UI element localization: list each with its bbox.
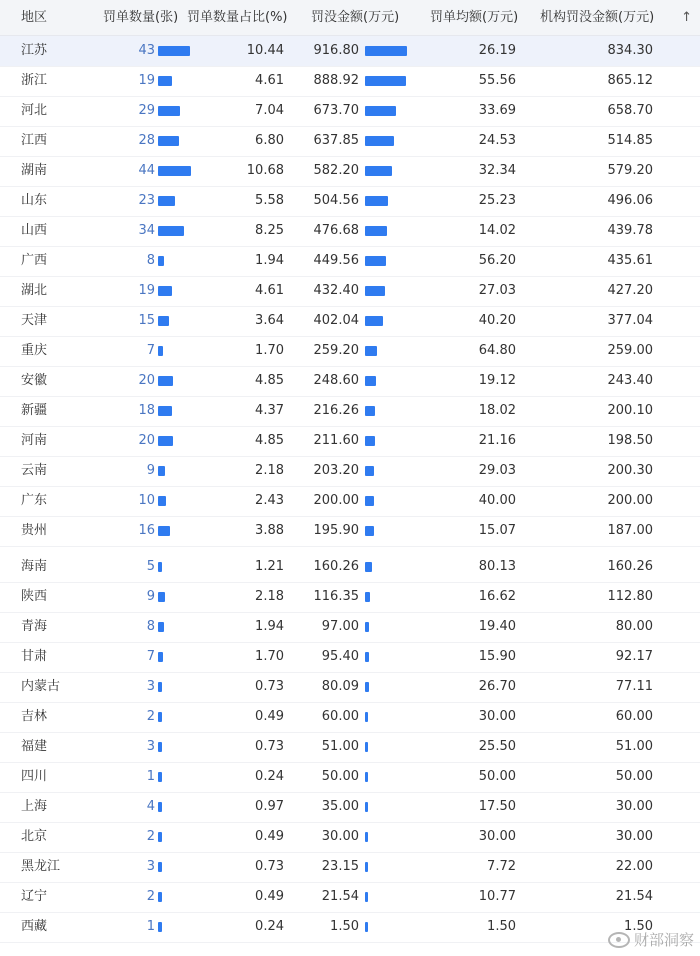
cell-avg: 26.19	[478, 43, 516, 58]
cell-count: 18	[138, 403, 155, 418]
cell-count: 19	[138, 73, 155, 88]
header-avg[interactable]: 罚单均额(万元)	[430, 10, 519, 25]
cell-count: 43	[138, 43, 155, 58]
amount-bar	[365, 526, 374, 536]
cell-region: 安徽	[21, 373, 48, 388]
cell-ratio: 4.37	[255, 403, 284, 418]
cell-avg: 27.03	[478, 283, 516, 298]
cell-org: 377.04	[607, 313, 653, 328]
amount-bar	[365, 652, 369, 662]
cell-count: 7	[146, 343, 155, 358]
cell-region: 西藏	[21, 919, 48, 934]
table-row[interactable]	[0, 426, 700, 457]
count-bar	[158, 226, 184, 236]
cell-ratio: 0.49	[255, 829, 284, 844]
cell-amount: 916.80	[313, 43, 359, 58]
amount-bar	[365, 436, 375, 446]
table-row[interactable]	[0, 126, 700, 157]
cell-count: 4	[146, 799, 155, 814]
cell-region: 辽宁	[21, 889, 48, 904]
amount-bar	[365, 46, 407, 56]
cell-avg: 30.00	[478, 709, 516, 724]
cell-count: 1	[146, 919, 155, 934]
cell-count: 15	[138, 313, 155, 328]
cell-avg: 25.23	[478, 193, 516, 208]
cell-amount: 449.56	[313, 253, 359, 268]
amount-bar	[365, 346, 377, 356]
cell-region: 江苏	[21, 43, 48, 58]
amount-bar	[365, 892, 368, 902]
cell-region: 新疆	[21, 403, 48, 418]
count-bar	[158, 406, 172, 416]
table-row[interactable]	[0, 912, 700, 943]
count-bar	[158, 316, 169, 326]
amount-bar	[365, 76, 406, 86]
table-row[interactable]	[0, 216, 700, 247]
cell-org: 92.17	[615, 649, 653, 664]
cell-ratio: 0.49	[255, 709, 284, 724]
amount-bar	[365, 136, 394, 146]
cell-amount: 30.00	[321, 829, 359, 844]
cell-count: 8	[146, 253, 155, 268]
table-row[interactable]	[0, 762, 700, 793]
amount-bar	[365, 496, 374, 506]
cell-avg: 25.50	[478, 739, 516, 754]
amount-bar	[365, 466, 374, 476]
cell-org: 200.30	[607, 463, 653, 478]
cell-region: 湖北	[21, 283, 48, 298]
cell-region: 福建	[21, 739, 48, 754]
cell-org: 200.10	[607, 403, 653, 418]
amount-bar	[365, 622, 369, 632]
cell-amount: 21.54	[321, 889, 359, 904]
cell-org: 50.00	[615, 769, 653, 784]
amount-bar	[365, 862, 368, 872]
count-bar	[158, 562, 162, 572]
cell-org: 187.00	[607, 523, 653, 538]
cell-amount: 60.00	[321, 709, 359, 724]
count-bar	[158, 76, 172, 86]
cell-avg: 50.00	[478, 769, 516, 784]
cell-org: 496.06	[607, 193, 653, 208]
table-row[interactable]	[0, 396, 700, 427]
cell-region: 山东	[21, 193, 48, 208]
amount-bar	[365, 406, 375, 416]
cell-count: 28	[138, 133, 155, 148]
count-bar	[158, 832, 162, 842]
amount-bar	[365, 562, 372, 572]
cell-avg: 56.20	[478, 253, 516, 268]
cell-amount: 80.09	[321, 679, 359, 694]
cell-org: 834.30	[607, 43, 653, 58]
cell-count: 20	[138, 373, 155, 388]
count-bar	[158, 166, 191, 176]
table-row[interactable]	[0, 852, 700, 883]
cell-avg: 26.70	[478, 679, 516, 694]
cell-org: 435.61	[607, 253, 653, 268]
cell-region: 江西	[21, 133, 48, 148]
cell-ratio: 6.80	[255, 133, 284, 148]
header-count[interactable]: 罚单数量(张)	[103, 10, 179, 25]
cell-avg: 64.80	[478, 343, 516, 358]
cell-region: 重庆	[21, 343, 48, 358]
amount-bar	[365, 922, 368, 932]
count-bar	[158, 682, 162, 692]
cell-org: 160.26	[607, 559, 653, 574]
cell-avg: 1.50	[487, 919, 516, 934]
header-amount[interactable]: 罚没金额(万元)	[311, 10, 400, 25]
count-bar	[158, 346, 163, 356]
table-row[interactable]	[0, 156, 700, 187]
amount-bar	[365, 166, 392, 176]
cell-count: 2	[146, 889, 155, 904]
cell-org: 60.00	[615, 709, 653, 724]
cell-amount: 116.35	[313, 589, 359, 604]
amount-bar	[365, 376, 376, 386]
cell-amount: 95.40	[321, 649, 359, 664]
count-bar	[158, 802, 162, 812]
count-bar	[158, 592, 165, 602]
cell-avg: 7.72	[487, 859, 516, 874]
count-bar	[158, 376, 173, 386]
table-row[interactable]	[0, 96, 700, 127]
amount-bar	[365, 106, 396, 116]
cell-count: 19	[138, 283, 155, 298]
cell-ratio: 1.21	[255, 559, 284, 574]
cell-org: 112.80	[607, 589, 653, 604]
cell-avg: 14.02	[478, 223, 516, 238]
table-row[interactable]	[0, 822, 700, 853]
cell-amount: 160.26	[313, 559, 359, 574]
table-row[interactable]	[0, 672, 700, 703]
count-bar	[158, 256, 164, 266]
table-row[interactable]	[0, 336, 700, 367]
cell-org: 77.11	[615, 679, 653, 694]
cell-amount: 195.90	[313, 523, 359, 538]
cell-count: 2	[146, 829, 155, 844]
amount-bar	[365, 316, 383, 326]
cell-amount: 216.26	[313, 403, 359, 418]
table-row[interactable]	[0, 246, 700, 277]
table-row[interactable]	[0, 612, 700, 643]
table-header	[0, 0, 700, 36]
table-row[interactable]	[0, 702, 700, 733]
amount-bar	[365, 592, 370, 602]
cell-amount: 50.00	[321, 769, 359, 784]
cell-count: 5	[146, 559, 155, 574]
cell-org: 200.00	[607, 493, 653, 508]
cell-avg: 17.50	[478, 799, 516, 814]
cell-org: 51.00	[615, 739, 653, 754]
cell-count: 2	[146, 709, 155, 724]
cell-amount: 582.20	[313, 163, 359, 178]
cell-org: 259.00	[607, 343, 653, 358]
cell-count: 34	[138, 223, 155, 238]
cell-org: 579.20	[607, 163, 653, 178]
cell-region: 陕西	[21, 589, 48, 604]
cell-ratio: 1.94	[255, 619, 284, 634]
amount-bar	[365, 772, 368, 782]
cell-avg: 15.90	[478, 649, 516, 664]
cell-amount: 1.50	[330, 919, 359, 934]
table-row[interactable]	[0, 552, 700, 583]
watermark	[608, 929, 694, 950]
table-row[interactable]	[0, 36, 700, 67]
cell-region: 天津	[21, 313, 48, 328]
cell-region: 北京	[21, 829, 48, 844]
count-bar	[158, 862, 162, 872]
cell-ratio: 4.61	[255, 283, 284, 298]
cell-ratio: 1.70	[255, 343, 284, 358]
cell-avg: 10.77	[478, 889, 516, 904]
amount-bar	[365, 832, 368, 842]
cell-ratio: 4.85	[255, 373, 284, 388]
cell-ratio: 10.68	[246, 163, 284, 178]
cell-count: 8	[146, 619, 155, 634]
cell-avg: 16.62	[478, 589, 516, 604]
cell-org: 80.00	[615, 619, 653, 634]
cell-ratio: 0.73	[255, 679, 284, 694]
cell-amount: 23.15	[321, 859, 359, 874]
cell-count: 44	[138, 163, 155, 178]
cell-region: 湖南	[21, 163, 48, 178]
cell-ratio: 0.24	[255, 919, 284, 934]
amount-bar	[365, 742, 368, 752]
header-ratio[interactable]: 罚单数量占比(%)	[187, 10, 288, 25]
cell-ratio: 4.85	[255, 433, 284, 448]
cell-amount: 259.20	[313, 343, 359, 358]
cell-avg: 30.00	[478, 829, 516, 844]
cell-org: 198.50	[607, 433, 653, 448]
cell-count: 23	[138, 193, 155, 208]
cell-org: 1.50	[624, 919, 653, 934]
cell-avg: 18.02	[478, 403, 516, 418]
table-row[interactable]	[0, 516, 700, 547]
table-row[interactable]	[0, 66, 700, 97]
count-bar	[158, 46, 190, 56]
cell-ratio: 1.70	[255, 649, 284, 664]
cell-avg: 40.00	[478, 493, 516, 508]
cell-org: 22.00	[615, 859, 653, 874]
cell-avg: 19.12	[478, 373, 516, 388]
count-bar	[158, 466, 165, 476]
cell-avg: 15.07	[478, 523, 516, 538]
cell-region: 上海	[21, 799, 48, 814]
watermark-text: 财部洞察	[633, 931, 694, 949]
cell-org: 243.40	[607, 373, 653, 388]
cell-ratio: 10.44	[246, 43, 284, 58]
cell-region: 浙江	[21, 73, 48, 88]
cell-count: 16	[138, 523, 155, 538]
header-org-amount[interactable]: 机构罚没金额(万元)	[540, 10, 655, 25]
cell-org: 30.00	[615, 799, 653, 814]
cell-region: 河南	[21, 433, 48, 448]
cell-amount: 211.60	[313, 433, 359, 448]
cell-region: 青海	[21, 619, 48, 634]
cell-region: 广东	[21, 493, 48, 508]
cell-ratio: 5.58	[255, 193, 284, 208]
cell-org: 21.54	[615, 889, 653, 904]
count-bar	[158, 742, 162, 752]
table-row[interactable]	[0, 792, 700, 823]
cell-count: 3	[146, 859, 155, 874]
table-row[interactable]	[0, 306, 700, 337]
weibo-logo-icon	[608, 932, 630, 948]
cell-region: 吉林	[21, 709, 48, 724]
cell-count: 3	[146, 739, 155, 754]
cell-region: 四川	[21, 769, 48, 784]
amount-bar	[365, 256, 386, 266]
count-bar	[158, 652, 163, 662]
cell-count: 3	[146, 679, 155, 694]
cell-count: 20	[138, 433, 155, 448]
table-row[interactable]	[0, 366, 700, 397]
cell-count: 9	[146, 589, 155, 604]
cell-region: 甘肃	[21, 649, 48, 664]
cell-amount: 200.00	[313, 493, 359, 508]
cell-avg: 33.69	[478, 103, 516, 118]
amount-bar	[365, 712, 368, 722]
cell-count: 10	[138, 493, 155, 508]
header-region[interactable]: 地区	[21, 10, 48, 25]
cell-amount: 97.00	[321, 619, 359, 634]
cell-avg: 24.53	[478, 133, 516, 148]
cell-ratio: 4.61	[255, 73, 284, 88]
cell-region: 贵州	[21, 523, 48, 538]
count-bar	[158, 526, 170, 536]
count-bar	[158, 922, 162, 932]
cell-ratio: 0.49	[255, 889, 284, 904]
cell-region: 云南	[21, 463, 48, 478]
cell-avg: 29.03	[478, 463, 516, 478]
amount-bar	[365, 802, 368, 812]
count-bar	[158, 286, 172, 296]
cell-amount: 673.70	[313, 103, 359, 118]
count-bar	[158, 892, 162, 902]
cell-ratio: 7.04	[255, 103, 284, 118]
cell-region: 海南	[21, 559, 48, 574]
cell-org: 865.12	[607, 73, 653, 88]
cell-ratio: 3.88	[255, 523, 284, 538]
count-bar	[158, 196, 175, 206]
amount-bar	[365, 286, 385, 296]
count-bar	[158, 136, 179, 146]
cell-amount: 504.56	[313, 193, 359, 208]
cell-avg: 40.20	[478, 313, 516, 328]
cell-ratio: 2.18	[255, 463, 284, 478]
table-row[interactable]	[0, 882, 700, 913]
cell-amount: 432.40	[313, 283, 359, 298]
cell-count: 9	[146, 463, 155, 478]
cell-amount: 35.00	[321, 799, 359, 814]
table-row[interactable]	[0, 642, 700, 673]
cell-ratio: 0.73	[255, 859, 284, 874]
cell-count: 29	[138, 103, 155, 118]
cell-count: 1	[146, 769, 155, 784]
cell-amount: 476.68	[313, 223, 359, 238]
cell-ratio: 0.73	[255, 739, 284, 754]
cell-avg: 21.16	[478, 433, 516, 448]
cell-avg: 32.34	[478, 163, 516, 178]
cell-org: 658.70	[607, 103, 653, 118]
cell-ratio: 3.64	[255, 313, 284, 328]
cell-org: 30.00	[615, 829, 653, 844]
amount-bar	[365, 196, 388, 206]
cell-ratio: 0.97	[255, 799, 284, 814]
table-row[interactable]	[0, 732, 700, 763]
cell-region: 河北	[21, 103, 48, 118]
cell-ratio: 2.43	[255, 493, 284, 508]
table-row[interactable]	[0, 582, 700, 613]
cell-org: 427.20	[607, 283, 653, 298]
cell-org: 514.85	[607, 133, 653, 148]
amount-bar	[365, 226, 387, 236]
table-row[interactable]	[0, 456, 700, 487]
count-bar	[158, 622, 164, 632]
table-row[interactable]	[0, 276, 700, 307]
cell-count: 7	[146, 649, 155, 664]
cell-amount: 637.85	[313, 133, 359, 148]
cell-region: 广西	[21, 253, 48, 268]
cell-amount: 248.60	[313, 373, 359, 388]
count-bar	[158, 712, 162, 722]
sort-arrow-icon[interactable]: ↑	[681, 10, 692, 25]
count-bar	[158, 436, 173, 446]
cell-avg: 55.56	[478, 73, 516, 88]
cell-avg: 80.13	[478, 559, 516, 574]
cell-ratio: 8.25	[255, 223, 284, 238]
cell-ratio: 2.18	[255, 589, 284, 604]
cell-ratio: 0.24	[255, 769, 284, 784]
cell-region: 黑龙江	[21, 859, 61, 874]
cell-region: 内蒙古	[21, 679, 61, 694]
cell-amount: 402.04	[313, 313, 359, 328]
cell-region: 山西	[21, 223, 48, 238]
amount-bar	[365, 682, 369, 692]
count-bar	[158, 772, 162, 782]
cell-amount: 51.00	[321, 739, 359, 754]
cell-org: 439.78	[607, 223, 653, 238]
cell-amount: 203.20	[313, 463, 359, 478]
count-bar	[158, 106, 180, 116]
cell-ratio: 1.94	[255, 253, 284, 268]
table-row[interactable]	[0, 186, 700, 217]
table-row[interactable]	[0, 486, 700, 517]
cell-amount: 888.92	[313, 73, 359, 88]
cell-avg: 19.40	[478, 619, 516, 634]
count-bar	[158, 496, 166, 506]
